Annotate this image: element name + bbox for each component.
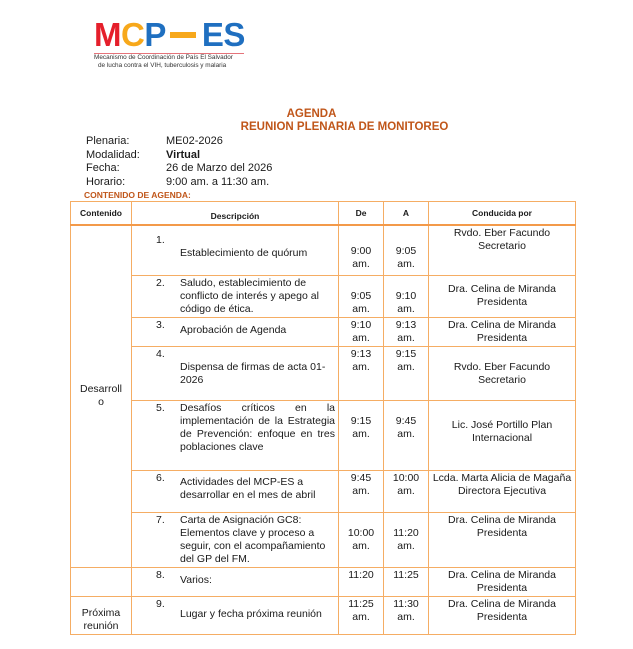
time-to: 9:15 am. — [384, 346, 429, 400]
presenter: Dra. Celina de Miranda Presidenta — [429, 512, 576, 567]
logo-mark — [94, 18, 254, 52]
desc-cell — [132, 275, 339, 317]
presenter: Dra. Celina de Miranda Presidenta — [429, 275, 576, 317]
logo-subtitle-line1: Mecanismo de Coordinación de País El Salvador — [94, 54, 233, 61]
header-de: De — [339, 202, 384, 226]
logo-subtitle-line2: de lucha contra el VIH, tuberculosis y malaria — [98, 62, 227, 69]
item-description: Lugar y fecha próxima reunión — [180, 607, 322, 620]
desc-cell — [132, 512, 339, 567]
time-from: 9:10 am. — [339, 317, 384, 346]
header-a: A — [384, 202, 429, 226]
time-from: 9:13 am. — [339, 346, 384, 400]
item-description: Establecimiento de quórum — [180, 247, 308, 259]
item-number: 7. — [156, 513, 165, 526]
organization-logo — [94, 18, 254, 70]
table-row — [71, 596, 576, 634]
item-description: Desafíos críticos en la implementación de la Estrategia de Prevención: enfoque en tres poblaciones clave — [180, 401, 335, 453]
item-description: Actividades del MCP-ES a desarrollar en el mes de abril — [180, 475, 316, 501]
table-row — [71, 567, 576, 596]
meta-label: Modalidad: — [86, 148, 140, 161]
group-proxima — [71, 596, 132, 634]
item-description: Dispensa de firmas de acta 01-2026 — [180, 360, 326, 386]
document-subtitle: REUNION PLENARIA DE MONITOREO — [240, 121, 449, 133]
table-row — [71, 400, 576, 470]
group-empty — [71, 567, 132, 596]
time-to: 9:05 am. — [384, 225, 429, 275]
desc-cell — [132, 346, 339, 400]
desc-cell — [132, 470, 339, 512]
meeting-details — [86, 135, 272, 189]
time-from: 10:00 am. — [339, 512, 384, 567]
group-desarrollo — [71, 225, 132, 567]
item-description: Aprobación de Agenda — [180, 323, 287, 336]
desc-cell — [132, 596, 339, 634]
item-number: 6. — [156, 471, 165, 484]
presenter: Lic. José Portillo Plan Internacional — [429, 400, 576, 470]
logo-letter-c: C — [121, 16, 145, 53]
meta-horario — [86, 176, 272, 190]
presenter: Rvdo. Eber Facundo Secretario — [429, 346, 576, 400]
group-label: Desarroll o — [79, 383, 122, 409]
table-row — [71, 275, 576, 317]
time-from: 11:25 am. — [339, 596, 384, 634]
logo-letter-m: M — [94, 16, 121, 53]
table-row — [71, 512, 576, 567]
table-row — [71, 470, 576, 512]
item-description: Carta de Asignación GC8: Elementos clave y proceso a seguir, con el acompañamiento del GP del FM. — [180, 513, 326, 565]
meta-value: ME02-2026 — [166, 135, 223, 147]
desc-cell — [132, 317, 339, 346]
time-from: 9:05 am. — [339, 275, 384, 317]
item-number: 4. — [156, 347, 165, 360]
item-number: 3. — [156, 318, 165, 331]
time-from: 11:20 — [339, 567, 384, 596]
presenter: Rvdo. Eber Facundo Secretario — [429, 225, 576, 275]
item-description: Saludo, establecimiento de conflicto de interés y apego al código de ética. — [180, 276, 319, 315]
table-row — [71, 317, 576, 346]
desc-cell — [132, 400, 339, 470]
logo-letter-p: P — [144, 16, 166, 53]
header-contenido: Contenido — [71, 202, 132, 226]
logo-subtitle — [94, 54, 254, 70]
meta-modalidad — [86, 149, 272, 163]
desc-cell — [132, 225, 339, 275]
section-label: CONTENIDO DE AGENDA: — [84, 190, 191, 200]
meta-value: Virtual — [166, 148, 201, 161]
meta-label: Horario: — [86, 175, 126, 188]
document-title: AGENDA — [286, 108, 337, 120]
presenter: Dra. Celina de Miranda Presidenta — [429, 596, 576, 634]
time-to: 9:10 am. — [384, 275, 429, 317]
header-descripcion: Descripción — [132, 202, 339, 226]
item-number: 1. — [156, 234, 165, 246]
time-to: 9:45 am. — [384, 400, 429, 470]
meta-value: 26 de Marzo del 2026 — [166, 162, 273, 174]
time-to: 11:30 am. — [384, 596, 429, 634]
meta-label: Fecha: — [86, 162, 120, 174]
presenter: Dra. Celina de Miranda Presidenta — [429, 567, 576, 596]
time-from: 9:00 am. — [339, 225, 384, 275]
time-to: 11:25 — [384, 567, 429, 596]
table-row — [71, 225, 576, 275]
time-from: 9:45 am. — [339, 470, 384, 512]
presenter: Lcda. Marta Alicia de Magaña Directora Ejecutiva — [429, 470, 576, 512]
meta-value: 9:00 am. a 11:30 am. — [166, 175, 270, 188]
item-description: Varios: — [180, 573, 212, 586]
header-conducida: Conducida por — [429, 202, 576, 226]
time-from: 9:15 am. — [339, 400, 384, 470]
time-to: 10:00 am. — [384, 470, 429, 512]
table-row — [71, 346, 576, 400]
meta-plenaria — [86, 135, 272, 149]
item-number: 2. — [156, 276, 165, 289]
logo-dash — [170, 32, 196, 38]
time-to: 9:13 am. — [384, 317, 429, 346]
table-header-row — [71, 202, 576, 226]
item-number: 9. — [156, 597, 165, 610]
desc-cell — [132, 567, 339, 596]
group-label: Próxima reunión — [81, 606, 121, 632]
time-to: 11:20 am. — [384, 512, 429, 567]
meta-label: Plenaria: — [86, 135, 130, 147]
meta-fecha — [86, 162, 272, 176]
agenda-table — [70, 201, 576, 635]
presenter: Dra. Celina de Miranda Presidenta — [429, 317, 576, 346]
item-number: 5. — [156, 401, 165, 414]
item-number: 8. — [156, 568, 165, 581]
logo-letters-es: ES — [201, 16, 245, 53]
